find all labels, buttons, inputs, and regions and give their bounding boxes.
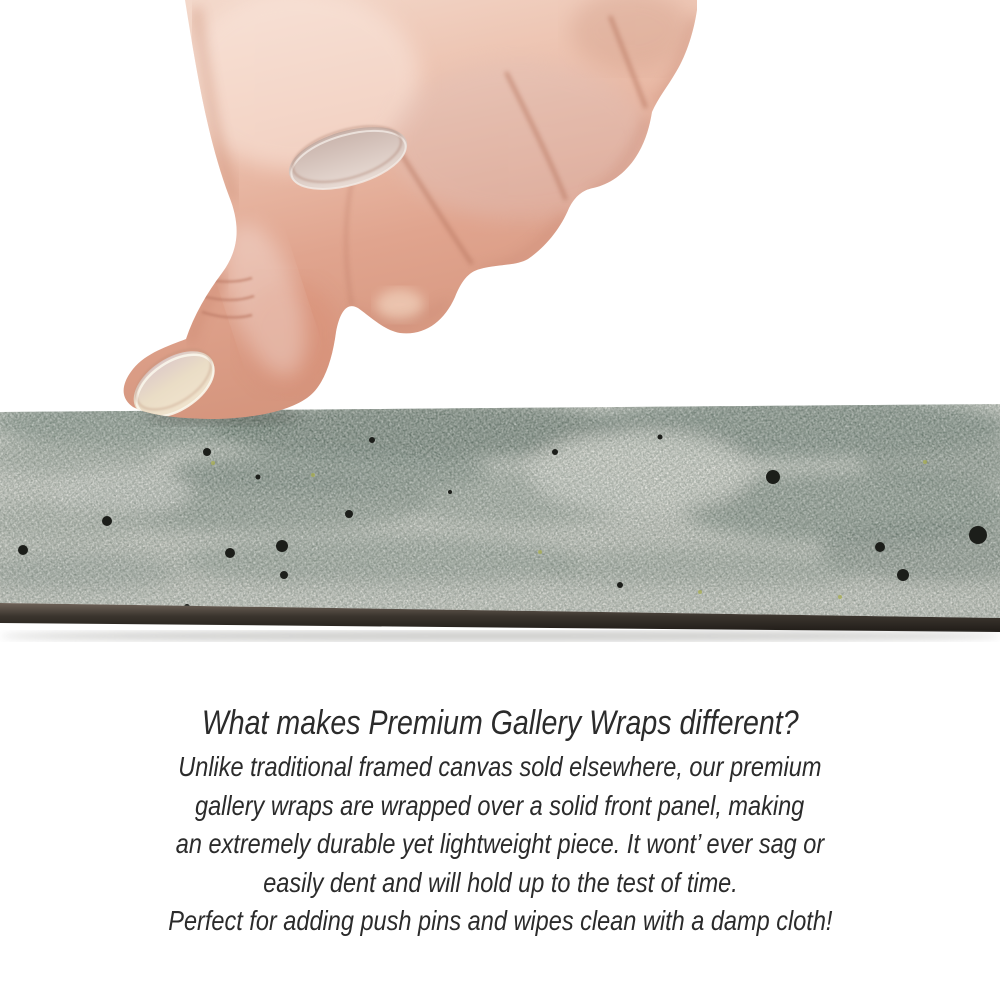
index-tip-highlight	[376, 289, 424, 321]
hand-pressing-canvas-photo	[0, 0, 1000, 432]
body-line: Unlike traditional framed canvas sold elsewhere, our premium	[178, 751, 822, 782]
section-title	[0, 702, 1000, 744]
canvas-texture	[0, 402, 1000, 627]
section-title-text: What makes Premium Gallery Wraps different?	[201, 704, 799, 742]
body-line: easily dent and will hold up to the test of time.	[262, 866, 738, 898]
canvas-drop-shadow	[0, 631, 1000, 641]
marketing-copy	[0, 702, 1000, 941]
body-line: gallery wraps are wrapped over a solid front panel, making	[195, 789, 805, 821]
body-line: Perfect for adding push pins and wipes clean with a damp cloth!	[167, 905, 833, 936]
body-line: an extremely durable yet lightweight piece. It wont’ ever sag or	[175, 828, 825, 859]
canvas-edge-photo	[0, 402, 1000, 652]
